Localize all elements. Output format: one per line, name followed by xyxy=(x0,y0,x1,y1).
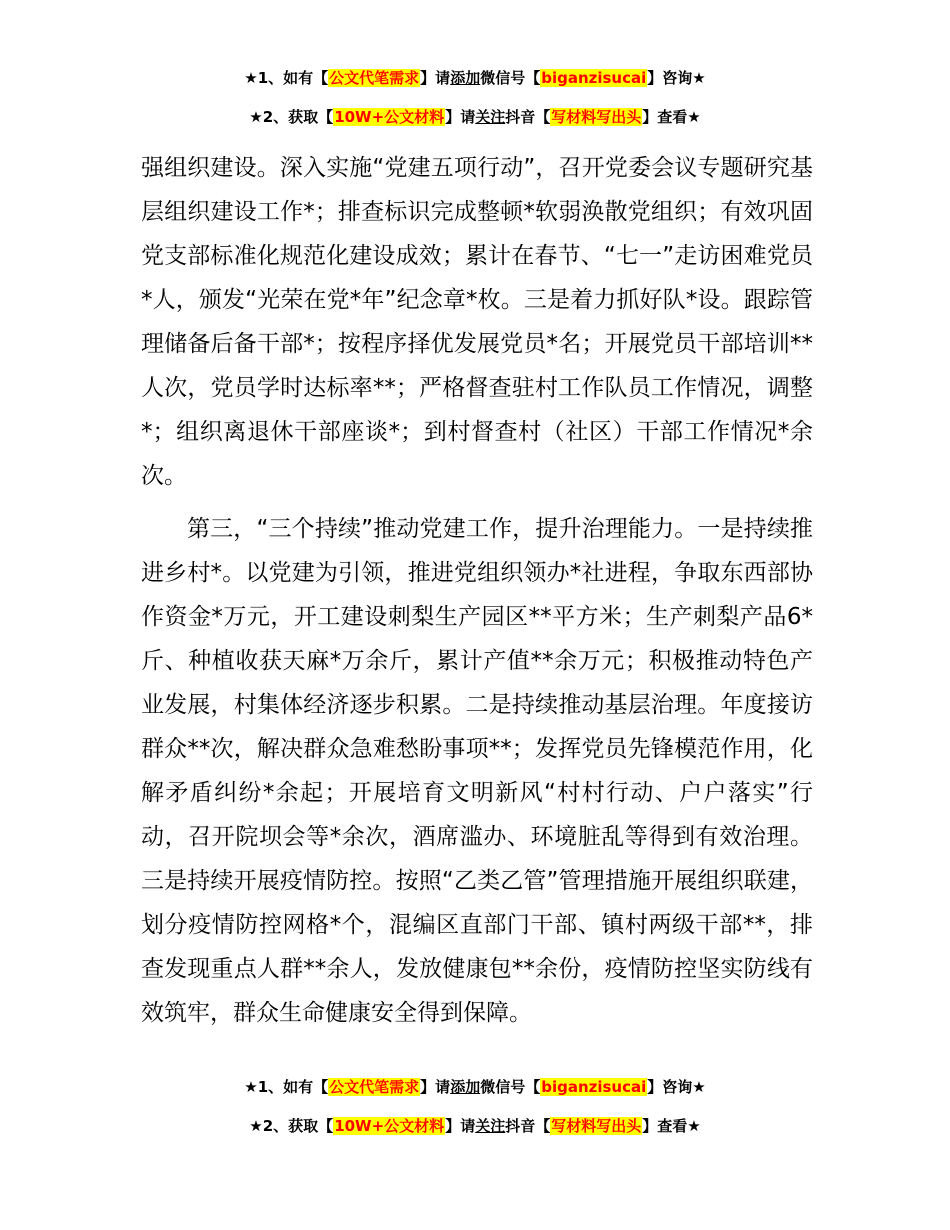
banner-emphasis: 添加 xyxy=(450,69,481,87)
banner-highlight-service: 公文代笔需求 xyxy=(329,1078,420,1096)
banner-highlight-materials: 10W+公文材料 xyxy=(334,1117,445,1135)
banner-highlight-douyin: 写材料写出头 xyxy=(551,1117,642,1135)
banner-text: 】请 xyxy=(445,108,476,126)
banner-prefix: ★1、如有【 xyxy=(244,69,329,87)
bottom-banner-line-1 xyxy=(0,1076,950,1098)
bottom-banner-line-2 xyxy=(0,1115,950,1137)
banner-text: 抖音【 xyxy=(505,108,551,126)
banner-text: 】请 xyxy=(445,1117,476,1135)
banner-text: 抖音【 xyxy=(505,1117,551,1135)
banner-highlight-wechat-id: biganzisucai xyxy=(541,69,647,87)
banner-highlight-wechat-id: biganzisucai xyxy=(541,1078,647,1096)
banner-suffix: 】咨询★ xyxy=(647,69,706,87)
banner-text: 微信号【 xyxy=(480,69,541,87)
paragraph-organization-building: 强组织建设。深入实施“党建五项行动”，召开党委会议专题研究基层组织建设工作*；排查标识完成整顿*软弱涣散党组织；有效巩固党支部标准化规范化建设成效；累计在春节、“七一”走访困难党员*人，颁发“光荣在党*年”纪念章*枚。三是着力抓好队*设。跟踪管理储备后备干部*；按程序择优发展党员*名；开展党员干部培训**人次，党员学时达标率**；严格督查驻村工作队员工作情况，调整*；组织离退休干部座谈*；到村督查村（社区）干部工作情况*余次。 xyxy=(141,155,813,489)
banner-emphasis: 添加 xyxy=(450,1078,481,1096)
banner-highlight-douyin: 写材料写出头 xyxy=(551,108,642,126)
banner-suffix: 】查看★ xyxy=(642,1117,701,1135)
banner-text: 】请 xyxy=(420,1078,451,1096)
banner-prefix: ★1、如有【 xyxy=(244,1078,329,1096)
banner-text: 微信号【 xyxy=(480,1078,541,1096)
banner-suffix: 】查看★ xyxy=(642,108,701,126)
banner-emphasis: 关注 xyxy=(475,108,506,126)
banner-highlight-materials: 10W+公文材料 xyxy=(334,108,445,126)
banner-suffix: 】咨询★ xyxy=(647,1078,706,1096)
top-banner-line-2 xyxy=(0,106,950,128)
banner-highlight-service: 公文代笔需求 xyxy=(329,69,420,87)
banner-prefix: ★2、获取【 xyxy=(249,1117,334,1135)
banner-prefix: ★2、获取【 xyxy=(249,108,334,126)
top-banner-line-1 xyxy=(0,67,950,89)
banner-emphasis: 关注 xyxy=(475,1117,506,1135)
paragraph-three-continues: 第三，“三个持续”推动党建工作，提升治理能力。一是持续推进乡村*。以党建为引领，推进党组织领办*社进程，争取东西部协作资金*万元，开工建设刺梨生产园区**平方米；生产刺梨产品6*斤、种植收获天麻*万余斤，累计产值**余万元；积极推动特色产业发展，村集体经济逐步积累。二是持续推动基层治理。年度接访群众**次，解决群众急难愁盼事项**；发挥党员先锋模范作用，化解矛盾纠纷*余起；开展培育文明新风“村村行动、户户落实”行动，召开院坝会等*余次，酒席滥办、环境脏乱等得到有效治理。三是持续开展疫情防控。按照“乙类乙管”管理措施开展组织联建，划分疫情防控网格*个，混编区直部门干部、镇村两级干部**，排查发现重点人群**余人，发放健康包**余份，疫情防控坚实防线有效筑牢，群众生命健康安全得到保障。 xyxy=(141,516,813,1026)
document-body xyxy=(141,146,813,1035)
banner-text: 】请 xyxy=(420,69,451,87)
